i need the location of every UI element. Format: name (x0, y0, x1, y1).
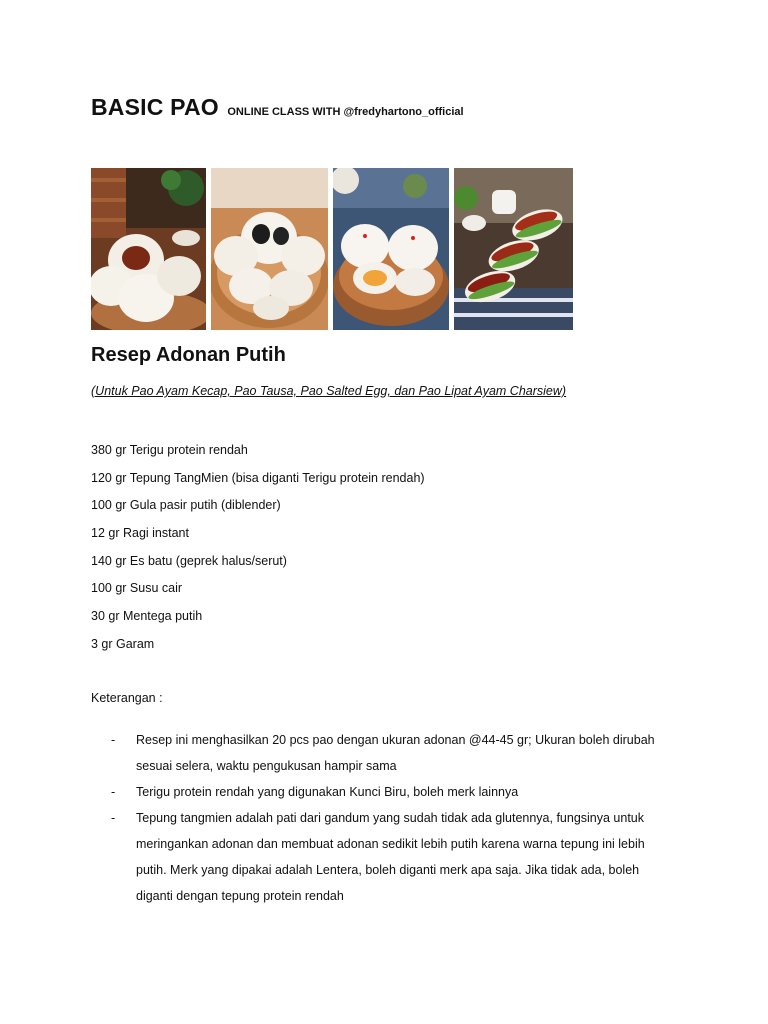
salted-egg-bao-photo (333, 168, 449, 330)
note-item (111, 779, 671, 805)
notes-list (111, 727, 671, 909)
ingredient-item: 140 gr Es batu (geprek halus/serut) (91, 553, 287, 568)
document-subtitle: ONLINE CLASS WITH @fredyhartono_official (227, 106, 464, 118)
ingredient-list (91, 442, 425, 664)
photo-strip (91, 168, 573, 330)
ingredient-item: 380 gr Terigu protein rendah (91, 443, 248, 457)
note-item (111, 805, 671, 909)
bullet-dash: - (111, 733, 116, 747)
black-sesame-bao-photo (211, 168, 328, 330)
title-row (91, 94, 464, 121)
note-text: Terigu protein rendah yang digunakan Kunci Biru, boleh merk lainnya (136, 785, 519, 799)
note-item (111, 727, 671, 779)
ingredient-item: 100 gr Gula pasir putih (diblender) (91, 498, 281, 513)
ingredient-item: 100 gr Susu cair (91, 581, 183, 596)
document-title: BASIC PAO (91, 94, 219, 120)
bao-buns-on-steamer-photo (91, 168, 206, 330)
recipe-heading: Resep Adonan Putih (91, 344, 286, 366)
charsiew-lipat-bao-photo (454, 168, 573, 330)
bullet-dash: - (111, 785, 116, 799)
ingredient-item: 120 gr Tepung TangMien (bisa diganti Terigu protein rendah) (91, 470, 425, 485)
ingredient-item: 30 gr Mentega putih (91, 609, 203, 624)
note-text: Tepung tangmien adalah pati dari gandum yang sudah tidak ada glutennya, fungsinya untuk meringankan adonan dan membuat adonan sedikit lebih putih karena warna tepung ini lebih putih. Merk yang dipakai adalah Lentera, boleh diganti merk apa saja. Jika tidak ada, boleh diganti dengan tepung protein rendah (136, 811, 645, 903)
ingredient-item: 12 gr Ragi instant (91, 526, 189, 541)
ingredient-item: 3 gr Garam (91, 636, 155, 651)
notes-label: Keterangan : (91, 691, 163, 705)
recipe-subtitle: (Untuk Pao Ayam Kecap, Pao Tausa, Pao Salted Egg, dan Pao Lipat Ayam Charsiew) (91, 384, 567, 398)
note-text: Resep ini menghasilkan 20 pcs pao dengan ukuran adonan @44-45 gr; Ukuran boleh dirubah sesuai selera, waktu pengukusan hampir sama (136, 733, 655, 773)
bullet-dash: - (111, 811, 116, 825)
